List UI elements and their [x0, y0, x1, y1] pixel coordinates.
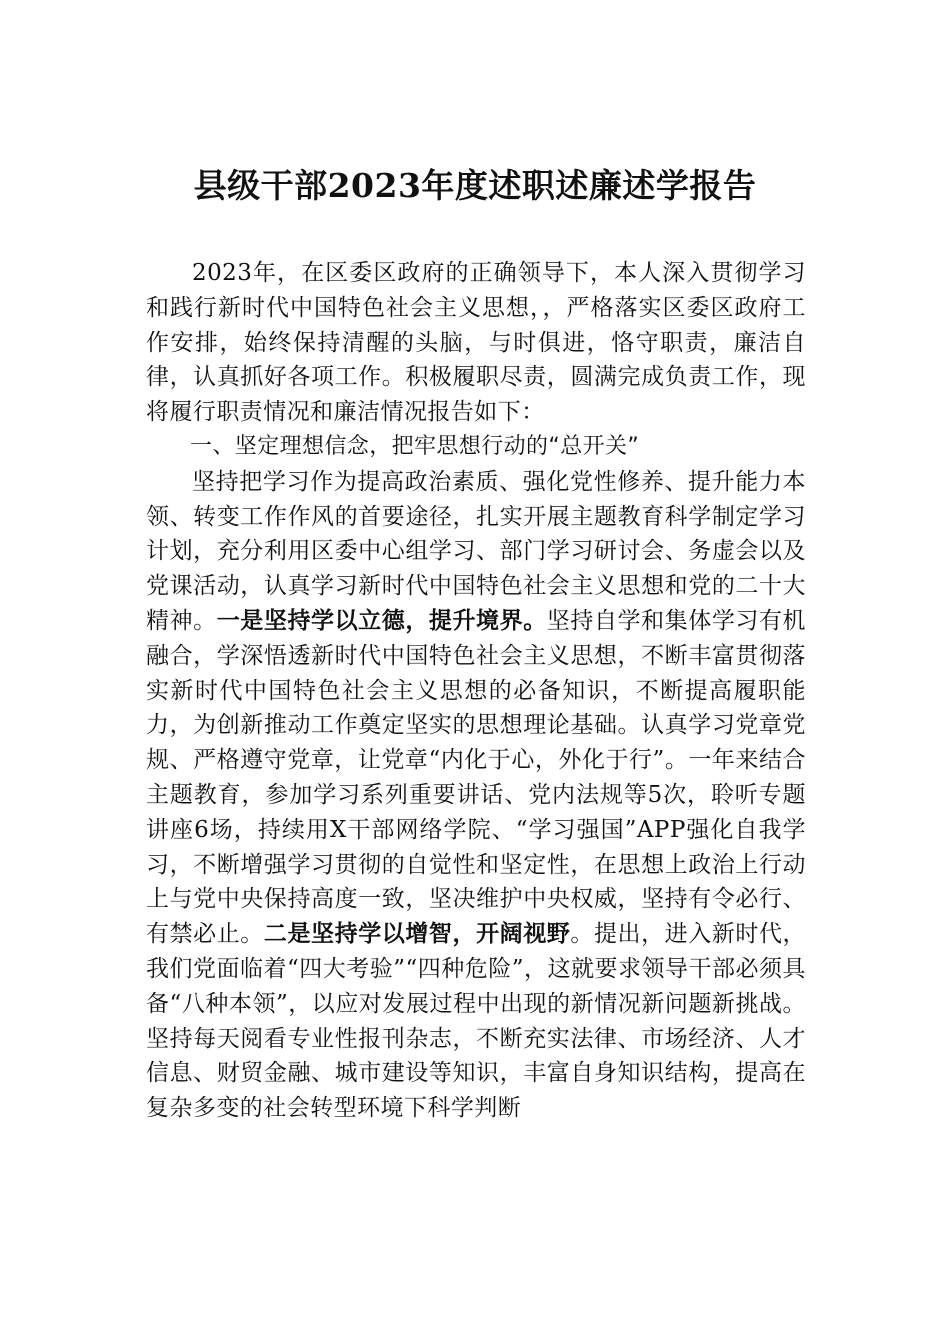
paragraph-text: 坚持自学和集体学习有机融合，学深悟透新时代中国特色社会主义思想，不断丰富贯彻落实新时代中国特色社会主义思想的必备知识，不断提高履职能力，为创新推动工作奠定坚实的思想理论基础。认真学习党章党规、严格遵守党章，让党章“内化于心，外化于行”。一年来结合主题教育，参加学习系列重要讲话、党内法规等5次，聆听专题讲座6场，持续用X干部网络学院、“学习强国”APP强化自我学习，不断增强学习贯彻的自觉性和坚定性，在思想上政治上行动上与党中央保持高度一致，坚决维护中央权威，坚持有令必行、有禁必止。: [146, 607, 806, 948]
paragraph-text: 。提出，进入新时代，我们党面临着“四大考验”“四种危险”，这就要求领导干部必须具备“八种本领”，以应对发展过程中出现的新情况新问题新挑战。坚持每天阅看专业性报刊杂志，不断充实法律、市场经济、人才信息、财贸金融、城市建设等知识，丰富自身知识结构，提高在复杂多变的社会转型环境下科学判断: [146, 921, 806, 1122]
document-body: [146, 256, 806, 1256]
section-paragraph: [146, 465, 806, 1126]
intro-paragraph: 2023年，在区委区政府的正确领导下，本人深入贯彻学习和践行新时代中国特色社会主义思想，，严格落实区委区政府工作安排，始终保持清醒的头脑，与时俱进，恪守职责，廉洁自律，认真抓好各项工作。积极履职尽责，圆满完成负责工作，现将履行职责情况和廉洁情况报告如下：: [146, 260, 806, 426]
document-title: 县级干部2023年度述职述廉述学报告: [193, 166, 757, 205]
bold-point-one: 一是坚持学以立德，提升境界。: [216, 606, 547, 634]
bold-point-two: 二是坚持学以增智，开阔视野: [263, 920, 571, 948]
paragraph-text: 坚持把学习作为提高政治素质、强化党性修养、提升能力本领、转变工作作风的首要途径，扎实开展主题教育科学制定学习计划，充分利用区委中心组学习、部门学习研讨会、务虚会以及党课活动，认真学习新时代中国特色社会主义思想和党的二十大精神。: [146, 468, 806, 634]
section-heading: 一、坚定理想信念，把牢思想行动的“总开关”: [190, 433, 640, 459]
